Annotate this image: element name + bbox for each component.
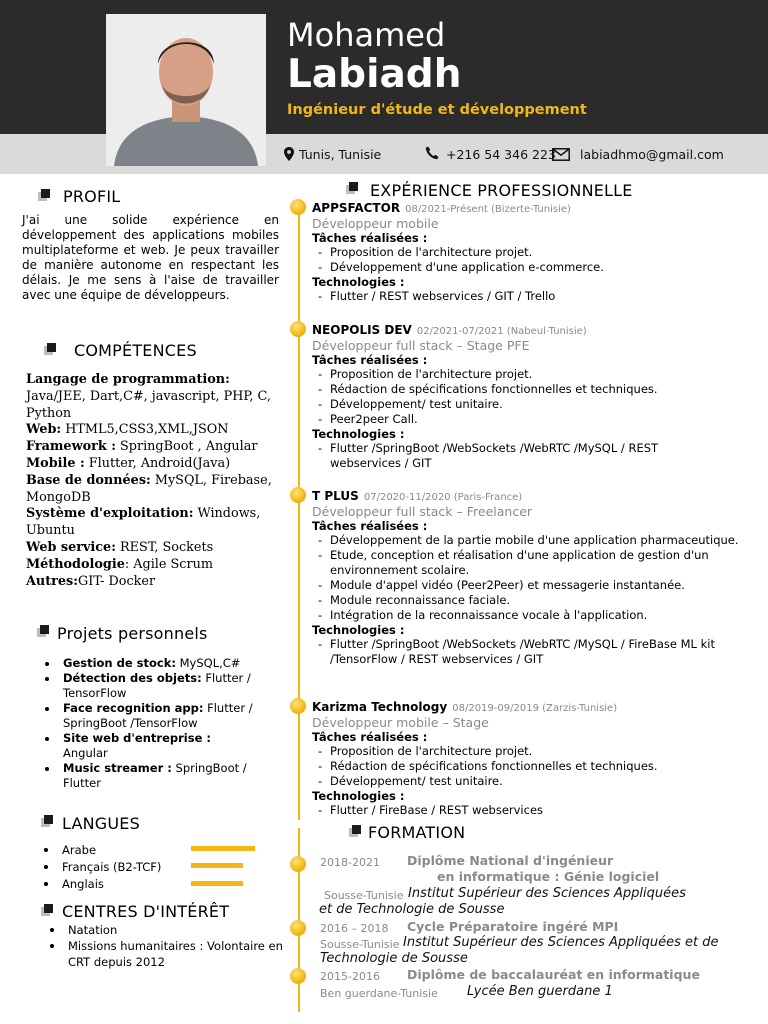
first-name: Mohamed [287,16,446,54]
language-level-bar [191,881,243,886]
tech-label: Technologies : [312,789,405,803]
language-level-bar [191,863,243,868]
job-role: Développeur mobile [312,216,439,231]
list-item [38,876,208,893]
skill-label: Web service: [26,539,116,555]
contact-location: Tunis, Tunisie [299,147,382,162]
skill-line [26,473,280,507]
formation-years: 2018-2021 [320,856,380,869]
list-item: - Développement/ test unitaire. [312,774,762,789]
formation-heading: FORMATION [368,823,466,842]
profil-text-content: J'ai une solide expérience en développement des applications mobiles multiplateforme et web. Je peux travailler de manière autonome en respectant les délais. Je me sens à l'aise de travailler avec une équipe de développeurs. [22,213,279,302]
skill-label: Framework : [26,439,116,455]
job-dates: 08/2021-Présent (Bizerte-Tunisie) [405,204,571,215]
tasks-list [312,367,762,427]
skill-line [26,540,280,557]
skill-value: MySQL, Firebase, MongoDB [26,472,272,505]
job-entry [312,319,762,471]
list-item: - Intégration de la reconnaissance vocale à l'application. [312,608,762,623]
job-role: Développeur full stack – Freelancer [312,504,533,519]
skill-label: Système d'exploitation: [26,506,194,522]
timeline-dot [290,321,306,337]
projets-list [39,656,257,791]
list-item [44,938,284,970]
formation-institution: Institut Supérieur des Sciences Appliquées et de [403,935,719,950]
language-name: Anglais [62,877,104,891]
interest-text: Natation [68,923,118,937]
formation-years: 2015-2016 [320,970,380,983]
tech-label: Technologies : [312,427,405,441]
interets-list [44,922,284,970]
project-value: Flutter / SpringBoot /TensorFlow [63,701,253,730]
skill-label: Base de données: [26,472,151,488]
list-item [39,731,257,761]
skill-line [26,557,280,574]
skill-line [26,574,280,591]
list-item: - Peer2peer Call. [312,412,762,427]
list-item: - Développement/ test unitaire. [312,397,762,412]
project-label: Site web d'entreprise : [63,731,211,745]
skill-value: Windows, Ubuntu [26,506,261,539]
profil-text [22,213,279,303]
projets-heading: Projets personnels [57,624,208,643]
list-item: - Rédaction de spécifications fonctionnelles et techniques. [312,759,762,774]
list-item [38,842,208,859]
skill-value: Java/JEE, Dart,C#, javascript, PHP, C, Python [26,388,271,421]
contact-email: labiadhmo@gmail.com [580,147,724,162]
list-item: - Flutter / REST webservices / GIT / Trello [312,289,762,304]
tasks-list [312,744,762,789]
tech-label: Technologies : [312,623,405,637]
list-item [39,671,257,701]
tasks-label: Tâches réalisées : [312,730,428,744]
language-name: Français (B2-TCF) [62,860,162,874]
list-item: - Proposition de l'architecture projet. [312,744,762,759]
formation-place: Sousse-Tunisie [320,938,400,951]
interets-heading: CENTRES D'INTÉRÊT [62,902,230,921]
skill-label: Mobile : [26,455,85,471]
skill-value: Flutter, Android(Java) [88,455,231,471]
tasks-list [312,245,762,275]
skill-line [26,422,280,439]
list-item: - Etude, conception et réalisation d'une application de gestion d'un environnement scolaire. [312,548,762,578]
timeline-dot [290,856,306,872]
list-item: - Flutter / FireBase / REST webservices [312,803,762,818]
list-item: - Module d'appel vidéo (Peer2Peer) et messagerie instantanée. [312,578,762,593]
phone-icon [425,145,439,164]
timeline-dot [290,698,306,714]
tech-label: Technologies : [312,275,405,289]
skill-line [26,372,280,422]
project-label: Détection des objets: [63,671,202,685]
job-dates: 08/2019-09/2019 (Zarzis-Tunisie) [452,703,618,714]
tasks-label: Tâches réalisées : [312,519,428,533]
langues-heading: LANGUES [62,814,140,833]
project-label: Face recognition app: [63,701,204,715]
formation-title: Diplôme de baccalauréat en informatique [407,967,700,982]
tasks-list [312,533,762,623]
competences-list [26,372,280,590]
project-value: Flutter / TensorFlow [63,671,251,700]
location-pin-icon [284,146,294,165]
competences-heading: COMPÉTENCES [74,341,197,360]
timeline-dot [290,199,306,215]
formation-institution: Lycée Ben guerdane 1 [467,984,613,999]
project-label: Gestion de stock: [63,656,176,670]
formation-institution: Institut Supérieur des Sciences Appliquées [408,886,686,901]
project-value: Angular [63,746,108,760]
timeline-dot [290,920,306,936]
skill-label: Web: [26,422,62,438]
project-value: SpringBoot / Flutter [63,761,247,790]
list-item: - Développement de la partie mobile d'une application pharmaceutique. [312,533,762,548]
job-entry [312,485,762,667]
formation-title: Cycle Préparatoire ingéré MPI [407,919,619,934]
formation-institution-line2: Technologie de Sousse [320,951,468,966]
list-item: - Module reconnaissance faciale. [312,593,762,608]
formation-title-line2: en informatique : Génie logiciel [437,869,660,884]
language-name: Arabe [62,843,97,857]
job-company: Karizma Technology [312,700,448,714]
list-item: - Flutter /SpringBoot /WebSockets /WebRTC /MySQL / REST webservices / GIT [312,441,712,471]
job-company: NEOPOLIS DEV [312,323,412,337]
profile-photo [106,14,266,166]
tasks-label: Tâches réalisées : [312,231,428,245]
tasks-label: Tâches réalisées : [312,353,428,367]
list-item: - Flutter /SpringBoot /WebSockets /WebRTC /MySQL / FireBase ML kit /TensorFlow / REST webservices / GIT [312,637,762,667]
project-label: Music streamer : [63,761,172,775]
skill-label: Méthodologie [26,556,125,572]
timeline-dot [290,968,306,984]
job-dates: 02/2021-07/2021 (Nabeul-Tunisie) [416,326,587,337]
list-item [39,701,257,731]
formation-place: Sousse-Tunisie [324,889,404,902]
language-level-bar [191,846,255,851]
job-company: T PLUS [312,489,359,503]
list-item: - Proposition de l'architecture projet. [312,245,762,260]
skill-value: SpringBoot , Angular [120,439,258,455]
job-title: Ingénieur d'étude et développement [287,102,587,118]
project-value: MySQL,C# [179,656,241,670]
interest-text: Missions humanitaires : Volontaire en CRT depuis 2012 [68,939,283,969]
formation-title: Diplôme National d'ingénieur [407,853,614,868]
formation-institution-line2: et de Technologie de Sousse [319,902,505,917]
skill-value: HTML5,CSS3,XML,JSON [65,422,229,438]
envelope-icon [552,146,570,165]
tech-list [312,637,762,667]
experience-heading: EXPÉRIENCE PROFESSIONNELLE [370,181,633,200]
tech-list [312,803,762,818]
timeline-dot [290,487,306,503]
list-item [38,859,208,876]
skill-label: Autres: [26,573,78,589]
last-name: Labiadh [287,52,462,97]
tech-list [312,289,762,304]
list-item: - Rédaction de spécifications fonctionnelles et techniques. [312,382,762,397]
skill-line [26,506,280,540]
list-item [44,922,284,938]
langues-list [38,842,208,893]
skill-value: REST, Sockets [120,539,214,555]
list-item: - Développement d'une application e-commerce. [312,260,762,275]
job-role: Développeur full stack – Stage PFE [312,338,530,353]
formation-years: 2016 – 2018 [320,922,389,935]
job-entry [312,197,762,304]
profil-heading: PROFIL [63,187,121,206]
job-entry [312,696,762,818]
experience-timeline [298,200,300,820]
skill-label: Langage de programmation: [26,372,230,387]
skill-value: : Agile Scrum [124,556,213,572]
skill-line [26,439,280,456]
skill-value: GIT- Docker [77,573,156,589]
contact-phone: +216 54 346 223 [446,147,556,162]
tech-list [312,441,712,471]
skill-line [26,456,280,473]
job-company: APPSFACTOR [312,201,401,215]
job-role: Développeur mobile – Stage [312,715,489,730]
list-item [39,656,257,671]
job-dates: 07/2020-11/2020 (Paris-France) [363,492,523,503]
formation-place: Ben guerdane-Tunisie [320,987,438,1000]
list-item: - Proposition de l'architecture projet. [312,367,762,382]
list-item [39,761,257,791]
